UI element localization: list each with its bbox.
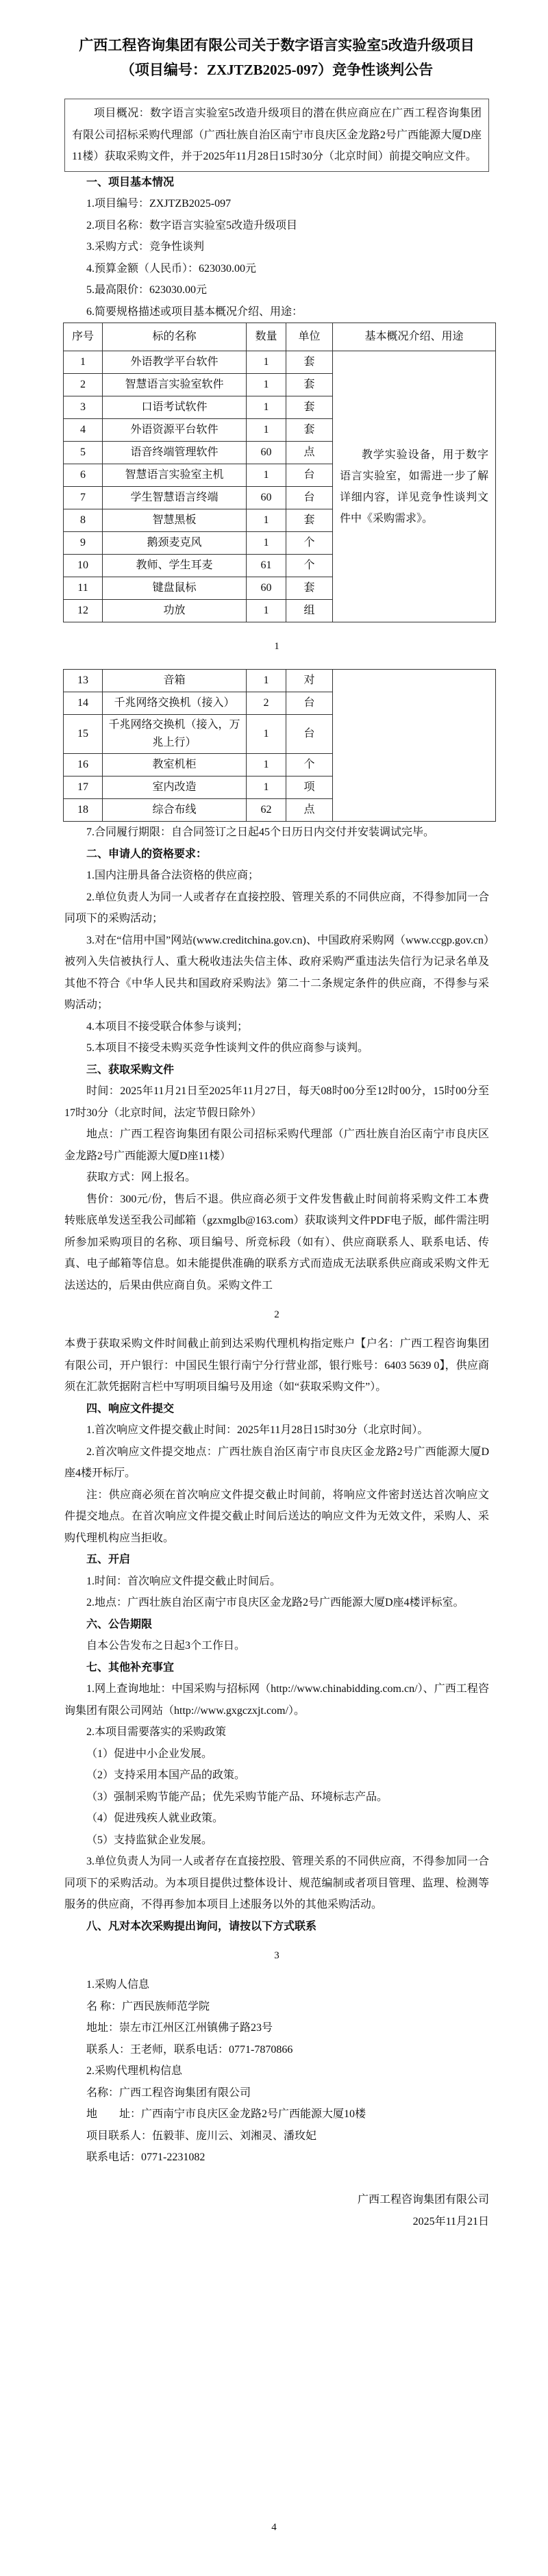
item-no-cell: 5 bbox=[64, 442, 103, 464]
paragraph: （1）促进中小企业发展。 bbox=[86, 1747, 213, 1760]
item-no-cell: 9 bbox=[64, 532, 103, 555]
item-unit-cell: 台 bbox=[286, 464, 333, 487]
item-name-cell: 综合布线 bbox=[103, 799, 247, 822]
paragraph: 地 址：广西南宁市良庆区金龙路2号广西能源大厦10楼 bbox=[86, 2108, 366, 2120]
column-header: 数量 bbox=[247, 323, 286, 351]
paragraph: 2.采购代理机构信息 bbox=[86, 2065, 183, 2077]
item-no-cell: 18 bbox=[64, 799, 103, 822]
section-heading: 一、项目基本情况 bbox=[86, 176, 175, 188]
project-overview-box bbox=[64, 99, 489, 172]
column-header: 序号 bbox=[64, 323, 103, 351]
section-heading: 七、其他补充事宜 bbox=[86, 1661, 175, 1674]
item-name-cell: 室内改造 bbox=[103, 776, 247, 799]
paragraph: 地点：广西工程咨询集团有限公司招标采购代理部（广西壮族自治区南宁市良庆区金龙路2号广西能源大厦D座11楼） bbox=[64, 1128, 489, 1162]
section-project-basic-info bbox=[64, 172, 489, 323]
paragraph: 2.首次响应文件提交地点：广西壮族自治区南宁市良庆区金龙路2号广西能源大厦D座4楼开标厅。 bbox=[64, 1445, 489, 1479]
paragraph: 5.最高限价：623030.00元 bbox=[86, 284, 208, 296]
paragraph: 1.国内注册具备合法资格的供应商； bbox=[86, 870, 260, 881]
section-qualifications-and-document-access bbox=[64, 822, 489, 1296]
items-table bbox=[63, 323, 496, 622]
table-row bbox=[64, 670, 496, 692]
item-no-cell: 14 bbox=[64, 692, 103, 715]
item-qty-cell: 1 bbox=[247, 715, 286, 754]
item-name-cell: 鹅颈麦克风 bbox=[103, 532, 247, 555]
table-header-row bbox=[64, 323, 496, 351]
item-no-cell: 17 bbox=[64, 776, 103, 799]
item-name-cell: 口语考试软件 bbox=[103, 396, 247, 419]
paragraph: 售价：300元/份，售后不退。供应商必须于文件发售截止时间前将采购文件工本费转账底单发送至我公司邮箱（gzxmglb@163.com）获取谈判文件PDF电子版，邮件需注明所参加采购项目的名称、项目编号、所竞标段（如有）、供应商联系人、联系电话、传真、电子邮箱等信息。如未能提供准确的联系方式而造成无法联系供应商或采购文件无法送达的，后果由供应商自负。采购文件工 bbox=[64, 1193, 489, 1291]
paragraph: 时间：2025年11月21日至2025年11月27日，每天08时00分至12时00分，15时00分至17时30分（北京时间，法定节假日除外） bbox=[64, 1085, 489, 1119]
item-no-cell: 10 bbox=[64, 555, 103, 577]
item-unit-cell: 台 bbox=[286, 692, 333, 715]
item-qty-cell: 60 bbox=[247, 577, 286, 600]
paragraph: （3）强制采购节能产品；优先采购节能产品、环境标志产品。 bbox=[86, 1791, 388, 1803]
item-unit-cell: 台 bbox=[286, 487, 333, 509]
paragraph: 2.单位负责人为同一人或者存在直接控股、管理关系的不同供应商，不得参加同一合同项下的采购活动； bbox=[64, 891, 490, 924]
item-no-cell: 4 bbox=[64, 419, 103, 442]
item-name-cell: 智慧语言实验室软件 bbox=[103, 374, 247, 396]
item-no-cell: 2 bbox=[64, 374, 103, 396]
paragraph: 5.本项目不接受未购买竞争性谈判文件的供应商参与谈判。 bbox=[86, 1042, 369, 1054]
item-unit-cell: 套 bbox=[286, 419, 333, 442]
item-no-cell: 8 bbox=[64, 509, 103, 532]
item-name-cell: 教师、学生耳麦 bbox=[103, 555, 247, 577]
item-name-cell: 功放 bbox=[103, 600, 247, 622]
item-unit-cell: 个 bbox=[286, 754, 333, 776]
item-name-cell: 键盘鼠标 bbox=[103, 577, 247, 600]
item-no-cell: 16 bbox=[64, 754, 103, 776]
paragraph: （2）支持采用本国产品的政策。 bbox=[86, 1769, 246, 1781]
item-qty-cell: 62 bbox=[247, 799, 286, 822]
item-qty-cell: 1 bbox=[247, 351, 286, 374]
section-heading: 八、凡对本次采购提出询问，请按以下方式联系 bbox=[86, 1920, 317, 1932]
item-name-cell: 外语教学平台软件 bbox=[103, 351, 247, 374]
item-qty-cell: 61 bbox=[247, 555, 286, 577]
item-unit-cell: 对 bbox=[286, 670, 333, 692]
item-no-cell: 6 bbox=[64, 464, 103, 487]
section-heading: 五、开启 bbox=[86, 1554, 131, 1565]
item-no-cell: 1 bbox=[64, 351, 103, 374]
page-number-1: 1 bbox=[274, 641, 279, 652]
signature-block bbox=[64, 2189, 489, 2233]
item-name-cell: 外语资源平台软件 bbox=[103, 419, 247, 442]
paragraph: 注：供应商必须在首次响应文件提交截止时间前，将响应文件密封送达首次响应文件提交地点。在首次响应文件提交截止时间后送达的响应文件为无效文件，采购人、采购代理机构应当拒收。 bbox=[64, 1489, 489, 1544]
item-no-cell: 12 bbox=[64, 600, 103, 622]
title-line-1: 广西工程咨询集团有限公司关于数字语言实验室5改造升级项目 bbox=[79, 37, 475, 53]
paragraph: 6.简要规格描述或项目基本概况介绍、用途： bbox=[86, 305, 303, 318]
item-description-cell bbox=[333, 670, 496, 822]
item-unit-cell: 项 bbox=[286, 776, 333, 799]
item-unit-cell: 个 bbox=[286, 555, 333, 577]
column-header: 基本概况介绍、用途 bbox=[333, 323, 496, 351]
item-description-cell: 教学实验设备，用于数字语言实验室，如需进一步了解详细内容，详见竞争性谈判文件中《采购需求》。 bbox=[333, 351, 496, 622]
page-number-3: 3 bbox=[274, 1950, 279, 1961]
paragraph: 1.网上查询地址：中国采购与招标网（http://www.chinabidding.com.cn/）、广西工程咨询集团有限公司网站（http://www.gxgczxjt.com/）。 bbox=[64, 1683, 489, 1717]
item-qty-cell: 1 bbox=[247, 509, 286, 532]
item-unit-cell: 组 bbox=[286, 600, 333, 622]
item-unit-cell: 套 bbox=[286, 577, 333, 600]
paragraph: （5）支持监狱企业发展。 bbox=[86, 1834, 213, 1846]
section-heading: 二、申请人的资格要求： bbox=[86, 848, 208, 860]
paragraph: 本费于获取采购文件时间截止前到达采购代理机构指定账户【户名：广西工程咨询集团有限公司，开户银行：中国民生银行南宁分行营业部，银行账号：6403 5639 0】，供应商须在汇款凭据附言栏中写明项目编号及用途（如“获取采购文件”）。 bbox=[64, 1338, 489, 1393]
column-header: 标的名称 bbox=[103, 323, 247, 351]
paragraph: 1.时间：首次响应文件提交截止时间后。 bbox=[86, 1575, 282, 1587]
items-table-page1 bbox=[64, 323, 489, 622]
item-name-cell: 语音终端管理软件 bbox=[103, 442, 247, 464]
item-name-cell: 千兆网络交换机（接入） bbox=[103, 692, 247, 715]
paragraph: 名称：广西工程咨询集团有限公司 bbox=[86, 2086, 251, 2099]
item-name-cell: 智慧黑板 bbox=[103, 509, 247, 532]
table-row bbox=[64, 351, 496, 374]
page-number-4: 4 bbox=[271, 2522, 277, 2533]
item-qty-cell: 60 bbox=[247, 487, 286, 509]
items-table-page2 bbox=[64, 669, 489, 822]
item-no-cell: 15 bbox=[64, 715, 103, 754]
section-heading: 四、响应文件提交 bbox=[86, 1402, 175, 1415]
paragraph: 2.地点：广西壮族自治区南宁市良庆区金龙路2号广西能源大厦D座4楼评标室。 bbox=[86, 1597, 464, 1608]
item-unit-cell: 点 bbox=[286, 799, 333, 822]
item-no-cell: 3 bbox=[64, 396, 103, 419]
item-unit-cell: 个 bbox=[286, 532, 333, 555]
item-qty-cell: 1 bbox=[247, 396, 286, 419]
paragraph: 获取方式：网上报名。 bbox=[86, 1172, 197, 1183]
item-qty-cell: 1 bbox=[247, 419, 286, 442]
signature-date: 2025年11月21日 bbox=[412, 2215, 489, 2227]
paragraph: 4.本项目不接受联合体参与谈判； bbox=[86, 1020, 249, 1033]
item-qty-cell: 1 bbox=[247, 464, 286, 487]
paragraph: 地址：崇左市江州区江州镇佛子路23号 bbox=[86, 2022, 273, 2034]
item-no-cell: 11 bbox=[64, 577, 103, 600]
paragraph: 2.本项目需要落实的采购政策 bbox=[86, 1726, 227, 1738]
paragraph: 3.采购方式：竞争性谈判 bbox=[86, 241, 205, 253]
paragraph: 1.采购人信息 bbox=[86, 1979, 150, 1991]
item-unit-cell: 套 bbox=[286, 374, 333, 396]
page-number-2: 2 bbox=[274, 1309, 279, 1320]
paragraph: 1.项目编号：ZXJTZB2025-097 bbox=[86, 198, 232, 210]
item-qty-cell: 1 bbox=[247, 374, 286, 396]
paragraph: 7.合同履行期限：自合同签订之日起45个日历日内交付并安装调试完毕。 bbox=[86, 826, 435, 838]
item-qty-cell: 1 bbox=[247, 670, 286, 692]
title-line-2: （项目编号：ZXJTZB2025-097）竞争性谈判公告 bbox=[120, 62, 434, 78]
item-name-cell: 教室机柜 bbox=[103, 754, 247, 776]
project-overview-text: 项目概况：数字语言实验室5改造升级项目的潜在供应商应在广西工程咨询集团有限公司招标采购代理部（广西壮族自治区南宁市良庆区金龙路2号广西能源大厦D座11楼）获取采购文件，并于2025年11月28日15时30分（北京时间）前提交响应文件。 bbox=[72, 108, 482, 162]
item-qty-cell: 60 bbox=[247, 442, 286, 464]
section-submission-opening-other bbox=[64, 1333, 489, 1937]
item-qty-cell: 1 bbox=[247, 600, 286, 622]
paragraph: 1.首次响应文件提交截止时间：2025年11月28日15时30分（北京时间）。 bbox=[86, 1424, 429, 1436]
item-qty-cell: 1 bbox=[247, 532, 286, 555]
paragraph: 自本公告发布之日起3个工作日。 bbox=[86, 1640, 246, 1652]
section-heading: 六、公告期限 bbox=[86, 1618, 153, 1630]
paragraph: 4.预算金额（人民币）：623030.00元 bbox=[86, 262, 257, 275]
section-heading: 三、获取采购文件 bbox=[86, 1063, 175, 1076]
item-unit-cell: 套 bbox=[286, 396, 333, 419]
section-contact-info bbox=[64, 1974, 489, 2169]
item-no-cell: 7 bbox=[64, 487, 103, 509]
item-qty-cell: 1 bbox=[247, 754, 286, 776]
item-qty-cell: 2 bbox=[247, 692, 286, 715]
item-unit-cell: 套 bbox=[286, 351, 333, 374]
item-name-cell: 智慧语言实验室主机 bbox=[103, 464, 247, 487]
paragraph: 联系电话：0771-2231082 bbox=[86, 2151, 206, 2163]
paragraph: 2.项目名称：数字语言实验室5改造升级项目 bbox=[86, 219, 298, 231]
paragraph: 3.对在“信用中国”网站(www.creditchina.gov.cn)、中国政府采购网（www.ccgp.gov.cn）被列入失信被执行人、重大税收违法失信主体、政府采购严重违法失信行为记录名单及其他不符合《中华人民共和国政府采购法》第二十二条规定条件的供应商，不得参与采购活动； bbox=[64, 934, 489, 1011]
column-header: 单位 bbox=[286, 323, 333, 351]
item-no-cell: 13 bbox=[64, 670, 103, 692]
paragraph: 联系人：王老师，联系电话：0771-7870866 bbox=[86, 2043, 293, 2056]
item-unit-cell: 点 bbox=[286, 442, 333, 464]
document-title bbox=[64, 33, 489, 82]
item-name-cell: 千兆网络交换机（接入，万兆上行） bbox=[103, 715, 247, 754]
signature-company: 广西工程咨询集团有限公司 bbox=[357, 2193, 489, 2206]
paragraph: （4）促进残疾人就业政策。 bbox=[86, 1813, 224, 1824]
item-name-cell: 学生智慧语言终端 bbox=[103, 487, 247, 509]
paragraph: 名 称：广西民族师范学院 bbox=[86, 2000, 210, 2012]
item-qty-cell: 1 bbox=[247, 776, 286, 799]
items-table bbox=[63, 669, 496, 822]
item-unit-cell: 台 bbox=[286, 715, 333, 754]
paragraph: 3.单位负责人为同一人或者存在直接控股、管理关系的不同供应商，不得参加同一合同项下的采购活动。为本项目提供过整体设计、规范编制或者项目管理、监理、检测等服务的供应商，不得再参加本项目上述服务以外的其他采购活动。 bbox=[64, 1856, 490, 1910]
item-unit-cell: 套 bbox=[286, 509, 333, 532]
paragraph: 项目联系人：伍毅菲、庞川云、刘湘灵、潘玫妃 bbox=[86, 2130, 317, 2142]
item-name-cell: 音箱 bbox=[103, 670, 247, 692]
